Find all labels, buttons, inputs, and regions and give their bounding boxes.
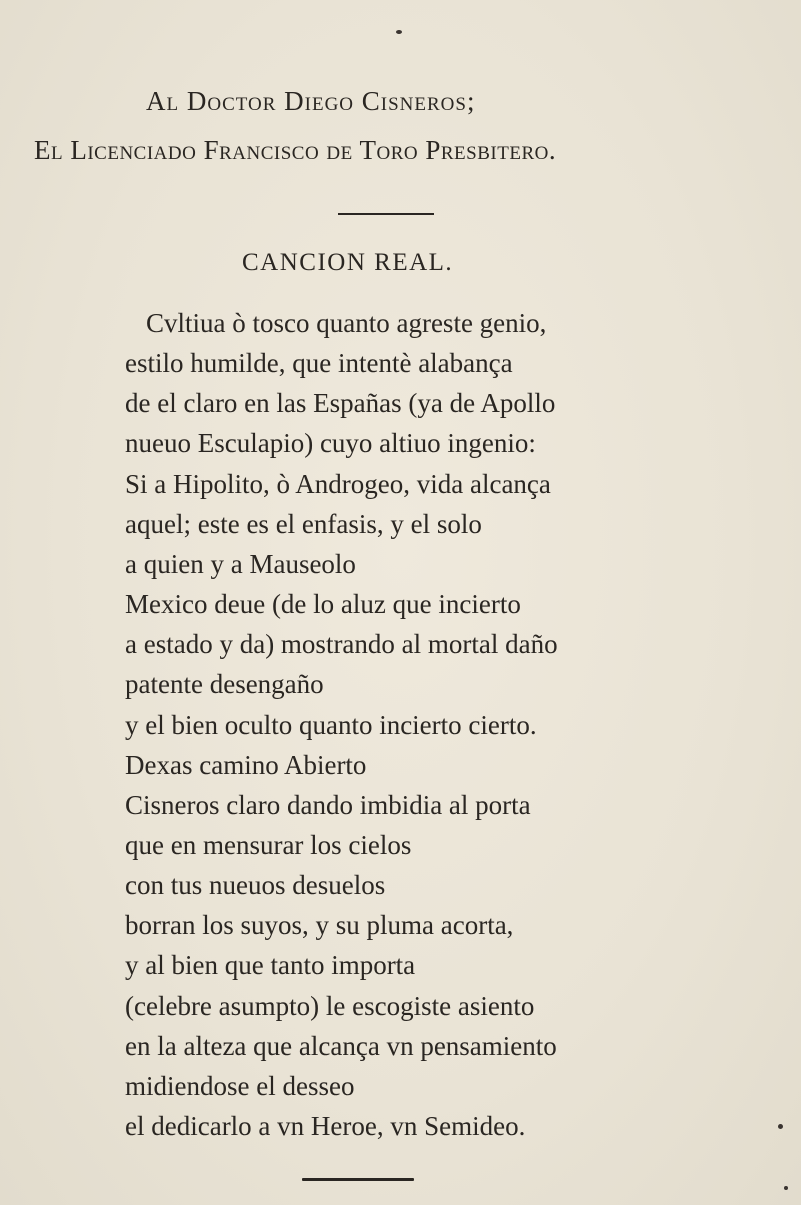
section-title: CANCION REAL. bbox=[242, 249, 454, 276]
poem-line: Mexico deue (de lo aluz que incierto bbox=[125, 589, 521, 619]
author-heading: El Licenciado Francisco de Toro Presbitero. bbox=[34, 135, 557, 165]
poem-line: nueuo Esculapio) cuyo altiuo ingenio: bbox=[125, 428, 536, 458]
poem-line: aquel; este es el enfasis, y el solo bbox=[125, 509, 482, 539]
ink-speck bbox=[396, 30, 402, 34]
poem-line: de el claro en las Españas (ya de Apollo bbox=[125, 388, 556, 418]
poem-line: con tus nueuos desuelos bbox=[125, 870, 386, 900]
poem-line: a estado y da) mostrando al mortal daño bbox=[125, 629, 558, 659]
top-divider bbox=[338, 213, 434, 215]
poem-line: borran los suyos, y su pluma acorta, bbox=[125, 910, 514, 940]
dedication-heading: Al Doctor Diego Cisneros; bbox=[146, 86, 476, 116]
poem-line: midiendose el desseo bbox=[125, 1071, 355, 1101]
poem-line: Cvltiua ò tosco quanto agreste genio, bbox=[146, 308, 547, 338]
bottom-divider bbox=[302, 1178, 414, 1181]
poem-line: Dexas camino Abierto bbox=[125, 750, 367, 780]
poem-line: (celebre asumpto) le escogiste asiento bbox=[125, 991, 535, 1021]
ink-speck bbox=[784, 1186, 788, 1190]
poem-line: que en mensurar los cielos bbox=[125, 830, 412, 860]
poem-line: y el bien oculto quanto incierto cierto. bbox=[125, 710, 537, 740]
poem-line: Cisneros claro dando imbidia al porta bbox=[125, 790, 531, 820]
poem-line: estilo humilde, que intentè alabança bbox=[125, 348, 513, 378]
poem-line: el dedicarlo a vn Heroe, vn Semideo. bbox=[125, 1111, 526, 1141]
poem-line: patente desengaño bbox=[125, 669, 324, 699]
poem-line: en la alteza que alcança vn pensamiento bbox=[125, 1031, 557, 1061]
ink-speck bbox=[778, 1124, 783, 1129]
poem-line: a quien y a Mauseolo bbox=[125, 549, 356, 579]
poem-line: y al bien que tanto importa bbox=[125, 950, 416, 980]
poem-line: Si a Hipolito, ò Androgeo, vida alcança bbox=[125, 469, 551, 499]
